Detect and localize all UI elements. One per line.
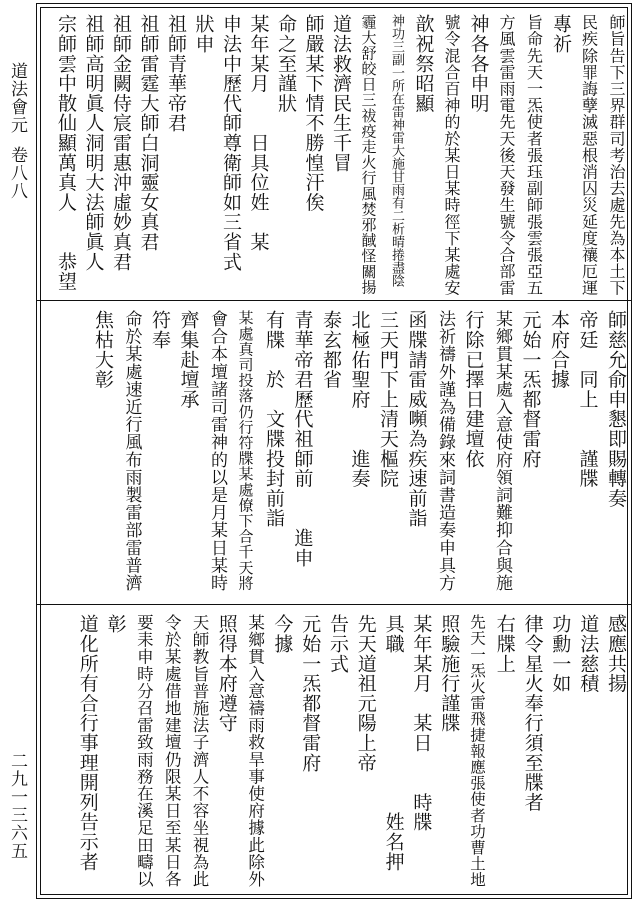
text-column: 霾大舒皎日三祓疫走火行風焚邪馘怪關揚 — [359, 14, 378, 295]
text-column: 民疾除罪誨孽滅惡根消囚災延度禳厄運 — [579, 14, 599, 297]
text-column: 元始一炁都督雷府 — [519, 310, 542, 469]
text-column: 要耒申時分召雷致雨務在溪足田疇以 — [134, 614, 154, 888]
text-column: 道法救濟民生千冒 — [330, 14, 352, 173]
text-column: 號令混合百神的於某日某時徑下某處安 — [442, 14, 461, 297]
text-column: 某鄉貫某處入意使府領詞難抑合與施 — [492, 310, 512, 592]
text-column: 青華帝君歷代祖師前 進申 — [291, 310, 314, 568]
text-column: 功勳一如 — [549, 614, 572, 694]
text-column: 元始一炁都督雷府 — [299, 614, 322, 773]
text-column: 照得本府遵守 — [215, 614, 238, 733]
text-column: 祖師金闕侍宸雷惠沖虛妙真君 — [110, 14, 132, 272]
text-column: 方風雲雷雨電先天後天發生號令合部雷 — [497, 14, 516, 297]
text-column: 師慈允俞申懇即賜轉奏 — [605, 310, 627, 508]
margin-volume: 卷八八 — [7, 146, 27, 200]
text-column: 行除已擇日建壇依 — [462, 310, 485, 469]
text-column: 某鄉貫入意禱雨救旱事使府據此除外 — [245, 614, 265, 888]
text-column: 具職 姓名押 — [382, 614, 405, 872]
text-column: 先天道祖元陽上帝 — [354, 614, 377, 773]
text-column: 函牒請雷威嚬為疾速前詣 — [405, 310, 428, 528]
text-column: 申法中歷代師尊衛師如三省式 — [220, 14, 242, 272]
text-column: 天師教旨普施法子濟人不容坐視為此 — [190, 614, 209, 888]
text-column: 歆祝祭昭顯 — [412, 14, 435, 113]
margin-page-number: 二九一三六五 — [7, 752, 27, 860]
text-column: 本府合據 — [548, 310, 570, 390]
text-column: 右牒上 — [493, 614, 516, 674]
text-column: 師嚴某下情不勝惶汗俟 — [302, 14, 325, 212]
text-panel-top — [37, 12, 631, 298]
text-column: 旨命先天一炁使者張珏副師張雲張亞五 — [524, 14, 544, 297]
text-column: 法祈禱外謹為備錄來詞書造奏申具方 — [435, 310, 455, 592]
text-column: 某年某月 日具位姓 某 — [247, 14, 270, 252]
text-column: 祖師青華帝君 — [165, 14, 187, 133]
text-column: 三天門下上清天樞院 — [377, 310, 399, 489]
text-column: 命之至謹狀 — [275, 14, 297, 113]
text-column: 某年某月 某日 時牒 — [410, 614, 433, 832]
text-column: 道化所有合行事理開列告示者 — [76, 614, 99, 872]
text-column: 宗師雲中散仙顯萬真人 恭望 — [55, 14, 77, 292]
text-column: 律令星火奉行須至牒者 — [521, 614, 544, 812]
text-column: 帝廷 同上 謹牒 — [576, 310, 599, 489]
text-column: 泰玄都省 — [320, 310, 342, 390]
text-column: 告示式 — [327, 614, 349, 674]
text-column: 師旨告下三界群司考治去處先為本土下 — [607, 14, 626, 297]
text-column: 神各各申明 — [467, 14, 490, 113]
text-column: 有牒 於 文牒投封前詣 — [263, 310, 285, 528]
text-column: 祖師高明眞人洞明大法師眞人 — [82, 14, 105, 272]
text-column: 某處真司投落仍行符牒某處僚下合千天將 — [236, 310, 255, 591]
text-column: 照驗施行謹牒 — [438, 614, 461, 733]
text-column: 會合本壇諸司雷神的以是月某日某時 — [207, 310, 227, 592]
text-column: 祖師雷霆大師白洞靈女真君 — [137, 14, 160, 252]
text-column: 神功三副一所在雷神雷大施甘雨有二析晴捲盡陰 — [389, 14, 404, 287]
text-column: 北極佑聖府 進奏 — [348, 310, 371, 489]
text-column: 今據 — [271, 614, 294, 654]
text-column: 先天一炁火雷飛捷報應張使者功曹土地 — [468, 614, 486, 888]
text-column: 齊集赴壇承 — [177, 310, 200, 409]
text-column: 專祈 — [550, 14, 572, 54]
page-frame — [36, 3, 632, 899]
text-column: 符奉 — [149, 310, 171, 350]
margin-book-title: 道法會元 — [7, 62, 27, 134]
text-column: 焦枯大彰 — [92, 310, 114, 390]
text-panel-middle — [37, 308, 631, 600]
text-column: 命於某處速近行風布雨製雷部雷普濟 — [121, 310, 142, 592]
text-column: 狀申 — [192, 14, 215, 54]
text-column: 彰 — [104, 614, 127, 634]
text-column: 道法慈積 — [577, 614, 600, 694]
text-panel-bottom — [37, 612, 631, 894]
section-divider-2 — [37, 604, 631, 605]
text-column: 感應共揚 — [605, 614, 627, 694]
section-divider-1 — [37, 300, 631, 301]
text-column: 令於某處借地建壇仍限某日至某日各 — [162, 614, 182, 888]
